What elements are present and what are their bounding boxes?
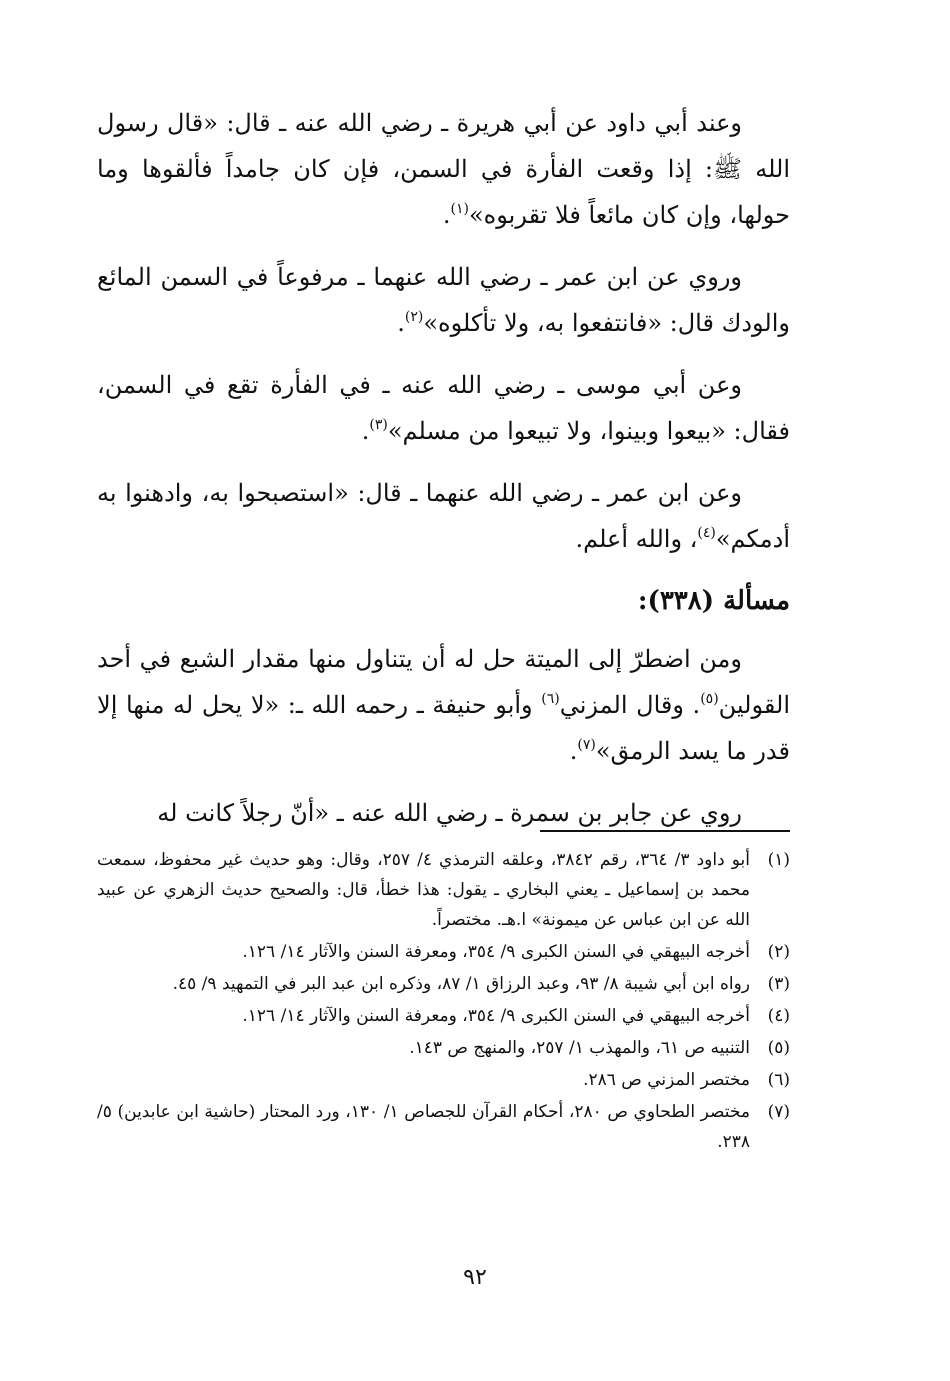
footnote-number: (٥) [767, 1038, 790, 1058]
footnote-7 [97, 1097, 790, 1157]
footnote-number: (٦) [767, 1070, 790, 1090]
footnote-5 [97, 1033, 790, 1063]
main-text [97, 100, 790, 852]
footnote-text: رواه ابن أبي شيبة ٨/ ٩٣، وعبد الرزاق ١/ ٨٧، وذكره ابن عبد البر في التمهيد ٩/ ٤٥. [172, 974, 750, 994]
footnote-number: (٤) [767, 1006, 790, 1026]
footnote-number: (٣) [767, 974, 790, 994]
footnote-text: مختصر المزني ص ٢٨٦. [583, 1070, 750, 1090]
footnote-text: أبو داود ٣/ ٣٦٤، رقم ٣٨٤٢، وعلقه الترمذي ٤/ ٢٥٧، وقال: وهو حديث غير محفوظ، سمعت محمد بن إسماعيل ـ يعني البخاري ـ يقول: هذا خطأ، قال: والصحيح حديث الزهري عن عبيد الله عن ابن عباس عن ميمونة» ا.هـ. مختصراً. [97, 850, 751, 930]
footnote-3 [97, 969, 790, 999]
footnote-6 [97, 1065, 790, 1095]
paragraph-2: وروي عن ابن عمر ـ رضي الله عنهما ـ مرفوعاً في السمن المائع والودك قال: «فانتفعوا به، ولا تأكلوه»$^{(٢)}$. [97, 263, 790, 337]
footnote-text: مختصر الطحاوي ص ٢٨٠، أحكام القرآن للجصاص ١/ ١٣٠، ورد المحتار (حاشية ابن عابدين) ٥/ ٢٣٨. [97, 1102, 750, 1152]
footnote-ref-7: (٧) [577, 737, 596, 753]
paragraph-continued: روي عن جابر بن سمرة ـ رضي الله عنه ـ «أنّ رجلاً كانت له [157, 799, 742, 827]
footnotes [97, 845, 790, 1159]
page-number: ٩٢ [463, 1265, 487, 1290]
footnote-ref-6: (٦) [541, 691, 560, 707]
footnote-number: (١) [767, 850, 790, 870]
footnote-text: التنبيه ص ٦١، والمهذب ١/ ٢٥٧، والمنهج ص ١٤٣. [409, 1038, 750, 1058]
paragraph-3: وعن أبي موسى ـ رضي الله عنه ـ في الفأرة تقع في السمن، فقال: «بيعوا وبينوا، ولا تبيعوا من مسلم»$^{(٣)}$. [97, 371, 790, 445]
footnote-text: أخرجه البيهقي في السنن الكبرى ٩/ ٣٥٤، ومعرفة السنن والآثار ١٤/ ١٢٦. [242, 942, 750, 962]
footnote-number: (٧) [767, 1102, 790, 1122]
footnote-4 [97, 1001, 790, 1031]
footnote-ref-4: (٤) [697, 525, 716, 541]
paragraph-1: وعند أبي داود عن أبي هريرة ـ رضي الله عنه ـ قال: «قال رسول الله ﷺ: إذا وقعت الفأرة في السمن، فإن كان جامداً فألقوها وما حولها، وإن كان مائعاً فلا تقربوه»$^{(١)}$. [97, 109, 790, 229]
paragraph-issue: ومن اضطرّ إلى الميتة حل له أن يتناول منها مقدار الشبع في أحد القولين$^{(٥)}$. وقال المزني$^{(٦)}$ وأبو حنيفة ـ رحمه الله ـ: «لا يحل له منها إلا قدر ما يسد الرمق»$^{(٧)}$. [97, 645, 790, 765]
footnote-ref-3: (٣) [369, 417, 388, 433]
section-heading: مسألة (٣٣٨): [637, 586, 790, 616]
footnote-number: (٢) [767, 942, 790, 962]
footnote-text: أخرجه البيهقي في السنن الكبرى ٩/ ٣٥٤، ومعرفة السنن والآثار ١٤/ ١٢٦. [242, 1006, 750, 1026]
paragraph-4: وعن ابن عمر ـ رضي الله عنهما ـ قال: «استصبحوا به، وادهنوا به أدمكم»$^{(٤)}$، والله أعلم. [97, 479, 790, 553]
footnote-2 [97, 937, 790, 967]
footnote-ref-1: (١) [450, 201, 469, 217]
footnote-1 [97, 845, 790, 935]
footnote-ref-5: (٥) [700, 691, 719, 707]
footnote-divider [540, 830, 790, 832]
footnote-ref-2: (٢) [404, 309, 424, 325]
